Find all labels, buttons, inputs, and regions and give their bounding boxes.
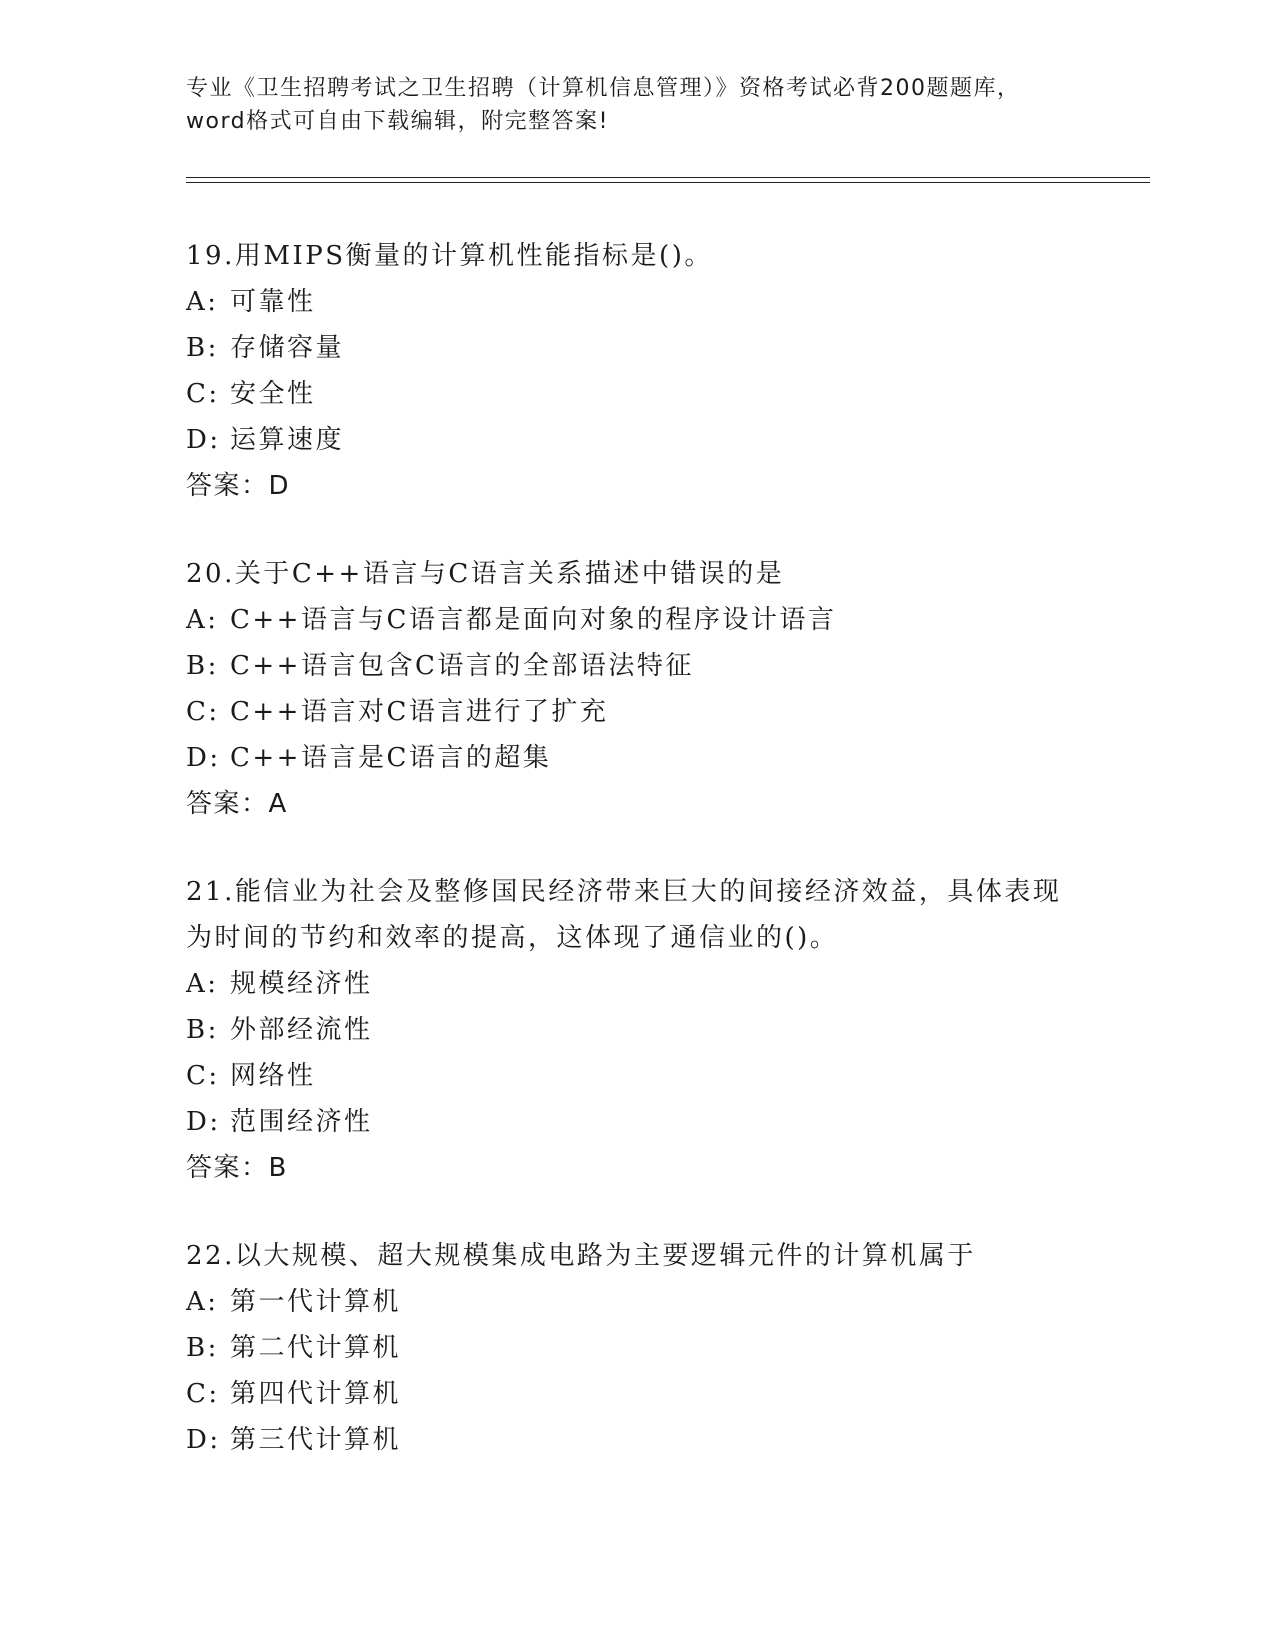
option-d (186, 735, 1086, 781)
header-line-1: 专业《卫生招聘考试之卫生招聘（计算机信息管理）》资格考试必背200题题库， (186, 76, 1021, 101)
option-text: C++语言对C语言进行了扩充 (230, 697, 609, 727)
option-letter: A: (186, 969, 219, 999)
question-22 (186, 1233, 1086, 1463)
question-stem: 22.以大规模、超大规模集成电路为主要逻辑元件的计算机属于 (186, 1241, 976, 1271)
option-text: 存储容量 (230, 333, 345, 363)
option-c (186, 689, 1086, 735)
option-text: C++语言与C语言都是面向对象的程序设计语言 (230, 605, 837, 635)
option-letter: B: (186, 333, 219, 363)
answer-line: 答案：A (186, 789, 288, 819)
option-d (186, 1099, 1086, 1145)
answer-line: 答案：D (186, 471, 291, 501)
option-letter: C: (186, 379, 220, 409)
option-b (186, 325, 1086, 371)
question-20 (186, 551, 1086, 827)
option-text: C++语言包含C语言的全部语法特征 (230, 651, 694, 681)
question-21 (186, 869, 1086, 1191)
question-19 (186, 233, 1086, 509)
option-text: 运算速度 (230, 425, 345, 455)
option-text: 可靠性 (230, 287, 316, 317)
option-letter: A: (186, 605, 219, 635)
option-letter: C: (186, 1061, 220, 1091)
option-a (186, 597, 1086, 643)
option-d (186, 1417, 1086, 1463)
header-divider-bottom (186, 182, 1150, 183)
option-c (186, 371, 1086, 417)
option-text: 第二代计算机 (230, 1333, 402, 1363)
question-stem: 19.用MIPS衡量的计算机性能指标是()。 (186, 241, 713, 271)
option-d (186, 417, 1086, 463)
option-letter: C: (186, 1379, 220, 1409)
header-divider-top (186, 177, 1150, 178)
option-a (186, 279, 1086, 325)
option-b (186, 1007, 1086, 1053)
option-letter: D: (186, 1425, 221, 1455)
option-c (186, 1053, 1086, 1099)
question-list (186, 233, 1086, 1505)
option-letter: A: (186, 287, 219, 317)
option-text: 外部经流性 (230, 1015, 373, 1045)
option-letter: B: (186, 651, 219, 681)
option-text: 范围经济性 (230, 1107, 373, 1137)
option-letter: D: (186, 1107, 221, 1137)
answer-line: 答案：B (186, 1153, 288, 1183)
question-stem: 21.能信业为社会及整修国民经济带来巨大的间接经济效益，具体表现为时间的节约和效率的提高，这体现了通信业的()。 (186, 877, 1062, 953)
option-letter: A: (186, 1287, 219, 1317)
option-letter: B: (186, 1333, 219, 1363)
option-text: C++语言是C语言的超集 (230, 743, 552, 773)
option-text: 网络性 (230, 1061, 316, 1091)
option-text: 第四代计算机 (230, 1379, 402, 1409)
header-line-2: word格式可自由下载编辑，附完整答案! (186, 109, 609, 134)
option-text: 安全性 (230, 379, 316, 409)
option-c (186, 1371, 1086, 1417)
option-letter: D: (186, 743, 221, 773)
option-text: 第一代计算机 (230, 1287, 402, 1317)
option-letter: D: (186, 425, 221, 455)
option-letter: C: (186, 697, 220, 727)
option-b (186, 643, 1086, 689)
question-stem: 20.关于C++语言与C语言关系描述中错误的是 (186, 559, 785, 589)
option-text: 第三代计算机 (230, 1425, 402, 1455)
option-letter: B: (186, 1015, 219, 1045)
document-header (186, 72, 1086, 138)
option-a (186, 961, 1086, 1007)
option-a (186, 1279, 1086, 1325)
option-text: 规模经济性 (230, 969, 373, 999)
option-b (186, 1325, 1086, 1371)
